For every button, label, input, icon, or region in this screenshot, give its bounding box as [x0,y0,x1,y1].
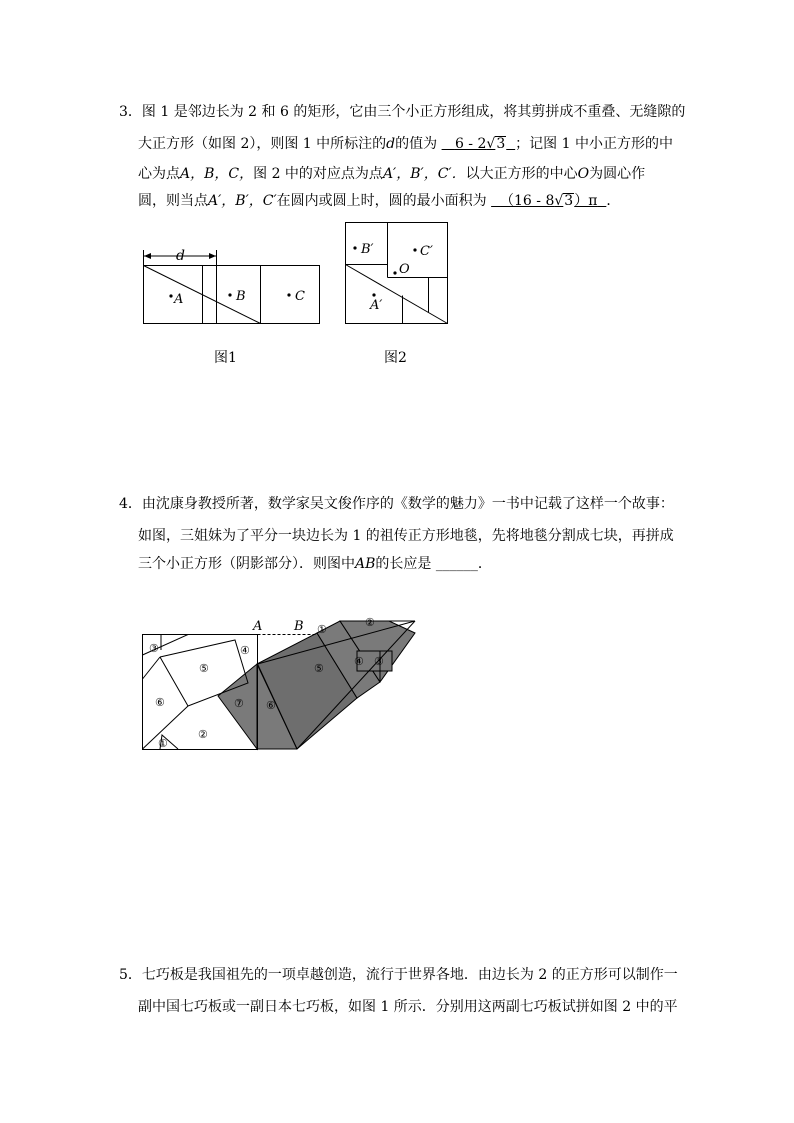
q4-num-7-shaded: ⑦ [234,697,244,710]
fig1-caption: 图1 [214,350,237,366]
q4-label-a: A [253,619,263,634]
q4-line1: 4．由沈康身教授所著，数学家吴文俊作序的《数学的魅力》一书中记载了这样一个故事： [119,496,674,512]
q4-answer-blank: ______ [435,556,478,572]
fig2-label-o: O [399,262,410,277]
q4-num-2-shaded: ② [365,616,375,629]
q3-line3: 心为点A，B，C，图 2 中的对应点为点A′，B′，C′．以大正方形的中心O为圆心作 [138,166,646,182]
q3-answer-2: （16 - 8√3）π [500,193,598,209]
q4-label-b: B [294,619,304,634]
fig1-label-a: A [174,292,184,307]
q4-num-3: ③ [149,642,159,655]
q4-num-4-shaded: ④ [354,655,364,668]
q3-number: 3． [119,104,142,120]
fig2-caption: 图2 [384,350,407,366]
q4-num-1-shaded: ① [317,623,327,636]
q5-number: 5． [119,967,142,983]
fig2-label-b: B′ [361,242,374,257]
fig2-label-a: A′ [370,298,383,313]
q4-line3: 三个小正方形（阴影部分）．则图中AB的长应是 ______． [138,556,492,572]
q4-figure [130,610,430,760]
q3-figure-2 [340,218,452,328]
q4-num-2: ② [198,728,208,741]
q4-num-3-shaded: ③ [374,655,384,668]
q3-line1: 3．图 1 是邻边长为 2 和 6 的矩形，它由三个小正方形组成，将其剪拼成不重叠、无缝隙的 [119,104,686,120]
fig1-label-d: d [176,248,185,264]
q3-line4: 圆，则当点A′，B′，C′在圆内或圆上时，圆的最小面积为 （16 - 8√3）π ． [138,193,621,209]
q3-figure-1 [138,240,328,332]
q3-line2: 大正方形（如图 2），则图 1 中所标注的d的值为 6 - 2√3 ；记图 1 中小正方形的中 [138,136,673,152]
q4-num-5-shaded: ⑤ [314,662,324,675]
fig2-label-c: C′ [420,244,433,259]
q4-num-6-shaded: ⑥ [266,699,276,712]
q4-num-6: ⑥ [155,696,165,709]
q4-num-5: ⑤ [199,662,209,675]
q4-line2: 如图，三姐妹为了平分一块边长为 1 的祖传正方形地毯，先将地毯分割成七块，再拼成 [138,528,674,544]
q4-num-4: ④ [240,644,250,657]
q3-answer-1: 6 - 2√3 [454,136,506,152]
q4-num-1: ① [158,737,168,750]
q5-line1: 5．七巧板是我国祖先的一项卓越创造，流行于世界各地．由边长为 2 的正方形可以制作一 [119,967,678,983]
fig1-label-c: C [295,289,305,304]
q4-number: 4． [119,496,142,512]
fig1-label-b: B [236,289,246,304]
q5-line2: 副中国七巧板或一副日本七巧板，如图 1 所示．分别用这两副七巧板试拼如图 2 中的平 [138,999,678,1015]
